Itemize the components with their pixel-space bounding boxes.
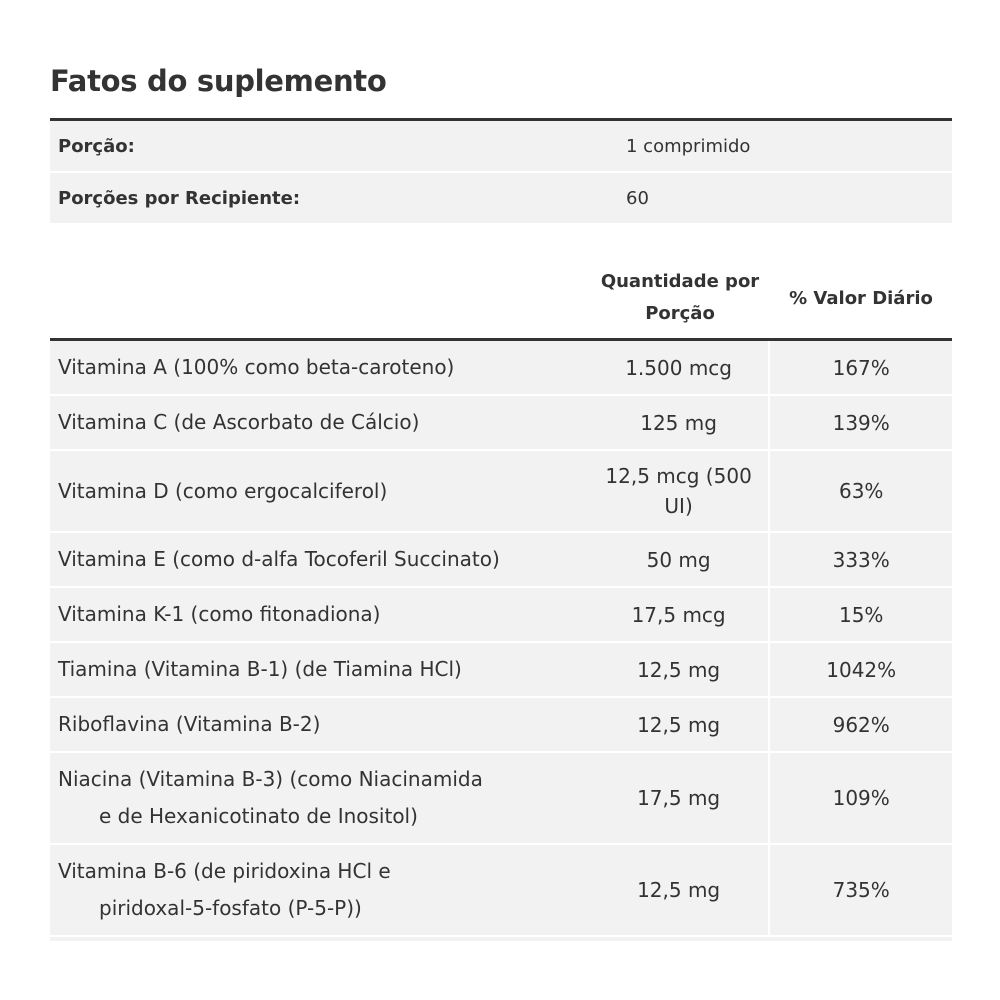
serving-size-label: Porção: <box>58 135 135 157</box>
nutrient-amount: 17,5 mg <box>637 786 721 810</box>
nutrient-daily-value: 1042% <box>768 643 952 696</box>
servings-per-container-row <box>50 173 952 225</box>
nutrient-amount: 125 mg <box>640 410 717 435</box>
table-row <box>50 643 952 698</box>
nutrient-amount: 12,5 mg <box>637 712 721 737</box>
servings-per-container-value: 60 <box>626 187 649 209</box>
page-title: Fatos do suplemento <box>50 64 387 98</box>
nutrient-name-line1: Vitamina A (100% como beta-caroteno) <box>58 355 455 379</box>
nutrient-name <box>50 473 589 510</box>
nutrient-daily-value: 63% <box>768 451 952 531</box>
nutrient-name-line1: Vitamina D (como ergocalciferol) <box>58 478 388 503</box>
nutrient-name-line1: Niacina (Vitamina B-3) (como Niacinamida <box>58 767 483 791</box>
nutrient-name-line1: Vitamina K-1 (como fitonadiona) <box>58 602 381 626</box>
table-row <box>50 698 952 753</box>
nutrient-name <box>50 541 589 578</box>
header-daily-value: % Valor Diário <box>789 287 933 309</box>
nutrient-name-line1: Vitamina E (como d-alfa Tocoferil Succinato) <box>58 547 500 571</box>
nutrient-name-line1: Riboflavina (Vitamina B-2) <box>58 712 321 736</box>
table-row <box>50 588 952 643</box>
nutrient-name-line1: Vitamina C (de Ascorbato de Cálcio) <box>58 410 420 434</box>
table-row <box>50 396 952 451</box>
table-row <box>50 533 952 588</box>
nutrient-name <box>50 349 589 386</box>
nutrient-name-line1: Tiamina (Vitamina B-1) (de Tiamina HCl) <box>58 657 462 681</box>
nutrient-amount: 1.500 mcg <box>625 355 732 380</box>
servings-per-container-label: Porções por Recipiente: <box>58 187 301 209</box>
nutrient-daily-value: 333% <box>768 533 952 586</box>
nutrient-daily-value: 962% <box>768 698 952 751</box>
table-row <box>50 341 952 396</box>
nutrient-amount: 17,5 mcg <box>631 602 726 627</box>
nutrient-daily-value: 109% <box>768 753 952 843</box>
nutrient-name <box>50 651 589 688</box>
nutrient-name-line2: piridoxal-5-fosfato (P-5-P)) <box>99 896 362 920</box>
nutrient-daily-value: 139% <box>768 396 952 449</box>
nutrient-daily-value: 735% <box>768 845 952 935</box>
serving-info <box>50 118 952 225</box>
nutrient-table-header <box>50 258 952 341</box>
nutrient-amount: 50 mg <box>646 547 711 572</box>
nutrient-name-line2: e de Hexanicotinato de Inositol) <box>99 804 418 828</box>
nutrient-daily-value: 15% <box>768 588 952 641</box>
nutrient-name-line1: Vitamina B-6 (de piridoxina HCl e <box>58 859 391 883</box>
table-row <box>50 845 952 937</box>
nutrient-amount: 12,5 mg <box>637 878 721 902</box>
nutrient-amount: 12,5 mcg (500 UI) <box>605 464 752 518</box>
header-amount: Quantidade por Porção <box>600 271 760 324</box>
serving-size-value: 1 comprimido <box>626 135 751 157</box>
table-row <box>50 451 952 533</box>
nutrient-name <box>50 706 589 743</box>
nutrient-name <box>50 596 589 633</box>
nutrient-name <box>50 404 589 441</box>
table-row-partial <box>50 937 952 941</box>
serving-size-row <box>50 121 952 173</box>
nutrient-daily-value: 167% <box>768 341 952 394</box>
nutrient-amount: 12,5 mg <box>637 657 721 682</box>
nutrient-table <box>50 341 952 941</box>
table-row <box>50 753 952 845</box>
nutrient-name <box>50 761 589 835</box>
nutrient-name <box>50 853 589 927</box>
